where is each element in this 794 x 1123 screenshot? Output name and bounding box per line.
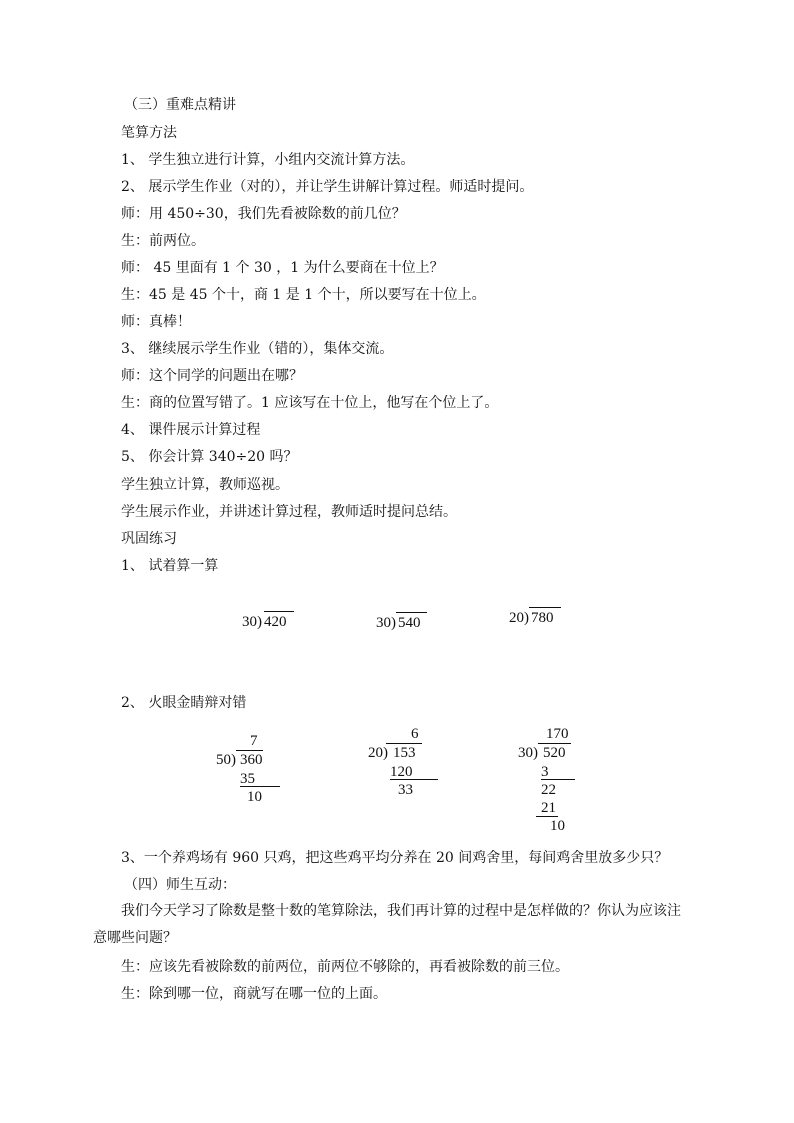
dividend: 420 <box>264 614 287 630</box>
work-row: 21 <box>541 800 556 816</box>
quotient: 170 <box>546 726 569 742</box>
work-row: 35 <box>240 771 255 787</box>
division-bar <box>538 743 571 744</box>
work-row: 120 <box>390 764 413 780</box>
exercise-3: 3、一个养鸡场有 960 只鸡，把这些鸡平均分养在 20 间鸡舍里，每间鸡舍里放多少只？ <box>121 850 669 866</box>
dialog-teacher-2: 师： 45 里面有 1 个 30 ，1 为什么要商在十位上？ <box>121 260 444 276</box>
dialog-student-3: 生：商的位置写错了。1 应该写在十位上，他写在个位上了。 <box>121 395 499 411</box>
section4-paragraph: 我们今天学习了除数是整十数的笔算除法，我们再计算的过程中是怎样做的？你认为应该注意哪些问题？ <box>93 903 681 946</box>
divisor: 50) <box>216 752 236 768</box>
dialog-teacher-1: 师：用 450÷30，我们先看被除数的前几位？ <box>121 206 406 222</box>
division-bar <box>264 611 294 612</box>
division-bar <box>236 750 263 751</box>
exercise-1-title: 1、 试着算一算 <box>121 558 219 574</box>
quotient: 7 <box>250 733 258 749</box>
work-row: 10 <box>247 789 262 805</box>
heading-consolidation: 巩固练习 <box>121 531 177 547</box>
divisor: 20) <box>509 610 529 626</box>
divisor: 30) <box>376 615 396 631</box>
step-5: 5、 你会计算 340÷20 吗？ <box>121 449 298 465</box>
division-bar <box>529 607 561 608</box>
division-bar <box>396 612 427 613</box>
student-independent-line: 学生独立计算，教师巡视。 <box>121 477 289 493</box>
section4-student-1: 生：应该先看被除数的前两位，前两位不够除的，再看被除数的前三位。 <box>121 959 569 975</box>
section4-title: （四）师生互动： <box>124 877 236 893</box>
work-row: 22 <box>541 782 556 798</box>
step-4: 4、 课件展示计算过程 <box>121 422 261 438</box>
dividend: 360 <box>240 752 263 768</box>
divisor: 30) <box>518 745 538 761</box>
dialog-teacher-4: 师：这个同学的问题出在哪？ <box>121 368 303 384</box>
division-bar <box>386 743 422 744</box>
subtraction-line <box>390 779 438 780</box>
step-1: 1、 学生独立进行计算，小组内交流计算方法。 <box>121 152 415 168</box>
exercise-2-title: 2、 火眼金睛辩对错 <box>121 695 247 711</box>
dialog-teacher-3: 师：真棒！ <box>121 314 191 330</box>
quotient: 6 <box>411 726 419 742</box>
work-row: 33 <box>398 782 413 798</box>
step-2: 2、 展示学生作业（对的），并让学生讲解计算过程。师适时提问。 <box>121 179 534 195</box>
dialog-student-2: 生：45 是 45 个十，商 1 是 1 个十，所以要写在十位上。 <box>121 287 486 303</box>
dividend: 780 <box>531 610 554 626</box>
divisor: 20) <box>368 745 388 761</box>
step-3: 3、 继续展示学生作业（错的），集体交流。 <box>121 341 394 357</box>
section4-student-2: 生：除到哪一位，商就写在哪一位的上面。 <box>121 986 387 1002</box>
dividend: 540 <box>398 615 421 631</box>
divisor: 30) <box>242 614 262 630</box>
section3-title: （三）重难点精讲 <box>124 97 236 113</box>
dividend: 153 <box>393 745 416 761</box>
student-present-line: 学生展示作业，并讲述计算过程，教师适时提问总结。 <box>121 504 457 520</box>
subtraction-line <box>536 816 558 817</box>
subtraction-line <box>240 786 280 787</box>
dividend: 520 <box>543 745 566 761</box>
work-row: 10 <box>550 818 565 834</box>
heading-written-method: 笔算方法 <box>121 125 177 141</box>
work-row: 3 <box>541 764 549 780</box>
dialog-student-1: 生：前两位。 <box>121 233 205 249</box>
subtraction-line <box>541 779 575 780</box>
